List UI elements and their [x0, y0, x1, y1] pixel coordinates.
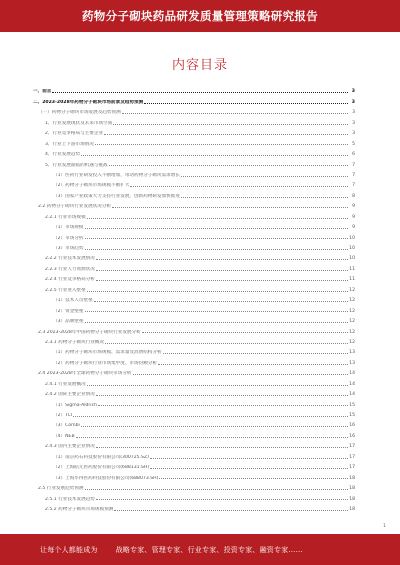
- toc-entry-page: 7: [352, 162, 355, 168]
- report-header: [0, 0, 400, 32]
- toc-entry-page: 12: [349, 339, 355, 345]
- toc-entry[interactable]: [33, 188, 355, 198]
- toc-leader-dots: [96, 280, 348, 281]
- toc-entry[interactable]: [33, 491, 355, 501]
- toc-entry-text: （1）市场规模: [53, 225, 84, 231]
- toc-entry-text: 2.4.1 行业发展概况: [45, 381, 86, 387]
- toc-leader-dots: [85, 311, 349, 312]
- toc-entry[interactable]: [33, 157, 355, 167]
- toc-entry-page: 7: [352, 183, 355, 189]
- toc-entry[interactable]: [33, 115, 355, 125]
- toc-leader-dots: [105, 343, 348, 344]
- toc-leader-dots: [122, 113, 348, 114]
- toc-leader-dots: [96, 270, 348, 271]
- toc-entry[interactable]: [33, 261, 355, 271]
- toc-entry-page: 12: [349, 329, 355, 335]
- toc-entry-page: 10: [349, 235, 355, 241]
- toc-entry-text: （3）Combi: [53, 423, 80, 429]
- toc-entry-text: （2）市场分析: [53, 235, 84, 241]
- toc-entry-text: 1、行业发展现状及未来市场空间: [45, 120, 113, 126]
- toc-leader-dots: [109, 165, 348, 166]
- toc-entry[interactable]: [33, 408, 355, 418]
- toc-entry-text: 2、行业竞争格局与主要企业: [45, 131, 104, 137]
- toc-entry[interactable]: [33, 397, 355, 407]
- toc-entry-text: 2.2.3 行业人力资源状况: [45, 266, 95, 272]
- toc-entry[interactable]: [33, 335, 355, 345]
- toc-entry-page: 5: [352, 141, 355, 147]
- toc-leader-dots: [95, 144, 348, 145]
- toc-entry-text: 4、行业发展趋势: [45, 152, 81, 158]
- toc-entry[interactable]: [33, 147, 355, 157]
- toc-entry-text: （3）国家产业政策大力支持行业发展，创新药物研发加快推进: [53, 193, 180, 199]
- toc-leader-dots: [96, 259, 348, 260]
- toc-entry[interactable]: [33, 470, 355, 480]
- toc-leader-dots: [163, 353, 348, 354]
- toc-leader-dots: [85, 228, 349, 229]
- toc-entry-page: 17: [349, 454, 355, 460]
- toc-entry[interactable]: [33, 481, 355, 491]
- toc-entry-text: （1）南京药石科技股份有限公司(300725.SZ): [53, 454, 149, 460]
- toc-leader-dots: [133, 374, 348, 375]
- toc-entry[interactable]: [33, 314, 355, 324]
- toc-entry-text: 2.5 行业发展趋势预测: [38, 486, 84, 492]
- toc-entry-text: （2）资金壁垒: [53, 308, 84, 314]
- toc-entry-page: 11: [349, 266, 355, 272]
- toc-leader-dots: [81, 426, 348, 427]
- toc-entry-text: （一）药物分子砌块市场发展及趋势预测: [38, 110, 121, 116]
- toc-leader-dots: [130, 186, 348, 187]
- toc-entry-page: 16: [349, 423, 355, 429]
- toc-entry-text: 2.4 2023-2028年全球药物分子砌块市场分析: [38, 371, 132, 377]
- toc-entry-page: 12: [349, 287, 355, 293]
- toc-entry-text: （3）市场趋势: [53, 246, 84, 251]
- toc-entry-page: 17: [349, 444, 355, 450]
- toc-entry[interactable]: [33, 220, 355, 230]
- toc-entry-text: 2.2.1 行业市场规模: [45, 214, 86, 220]
- toc-entry-text: （1）技术人员壁垒: [53, 298, 93, 304]
- toc-entry-text: 2.5.1 行业技术发展趋势: [45, 496, 95, 502]
- toc-entry[interactable]: [33, 178, 355, 188]
- toc-leader-dots: [85, 238, 349, 239]
- toc-entry[interactable]: [33, 387, 355, 397]
- toc-entry[interactable]: [33, 303, 355, 313]
- toc-entry-page: 9: [352, 214, 355, 220]
- toc-leader-dots: [98, 405, 348, 406]
- footer-slogan: 让每个人都能成为: [40, 545, 98, 554]
- toc-entry-text: （2）TCI: [53, 413, 73, 418]
- toc-leader-dots: [158, 364, 348, 365]
- toc-leader-dots: [87, 291, 348, 292]
- toc-leader-dots: [96, 447, 348, 448]
- toc-entry-text: 一、前言: [33, 89, 52, 95]
- toc-entry[interactable]: [33, 345, 355, 355]
- toc-entry-page: 12: [349, 298, 355, 304]
- toc-entry-page: 12: [349, 308, 355, 314]
- toc-leader-dots: [114, 510, 348, 511]
- toc-leader-dots: [142, 332, 348, 333]
- toc-entry-page: 12: [349, 319, 355, 325]
- toc-entry-page: 9: [352, 204, 355, 210]
- toc-entry-page: 16: [349, 433, 355, 439]
- toc-entry-text: （2）药物分子砌块行业市场集中度、市场份额分析: [53, 360, 157, 366]
- toc-leader-dots: [85, 489, 348, 490]
- toc-leader-dots: [87, 385, 348, 386]
- toc-entry-page: 7: [352, 172, 355, 178]
- toc-leader-dots: [81, 155, 348, 156]
- toc-entry[interactable]: [33, 199, 355, 209]
- toc-entry[interactable]: [33, 136, 355, 146]
- table-of-contents: [33, 84, 355, 512]
- toc-entry[interactable]: [33, 449, 355, 459]
- toc-entry-text: （1）Sigma-Aldrich: [53, 402, 98, 408]
- toc-leader-dots: [159, 478, 348, 479]
- toc-entry-page: 3: [351, 89, 355, 95]
- report-footer: [0, 534, 400, 565]
- toc-leader-dots: [181, 197, 348, 198]
- toc-entry[interactable]: [33, 94, 355, 104]
- toc-entry-text: 5、行业发展面临的机遇与挑战: [45, 162, 108, 168]
- page-number: 1: [383, 524, 386, 529]
- toc-entry-text: （2）上海皓元医药股份有限公司(688131.SH): [53, 465, 150, 471]
- toc-entry-text: 2.3 2023-2028年中国药物分子砌块行业发展分析: [38, 329, 141, 335]
- toc-entry-page: 18: [349, 486, 355, 492]
- toc-entry-text: 2.2.4 行业竞争格局分析: [45, 277, 95, 283]
- toc-entry-text: （3）品牌壁垒: [53, 319, 84, 325]
- toc-entry-page: 10: [349, 256, 355, 262]
- toc-entry[interactable]: [33, 355, 355, 365]
- toc-entry-page: 13: [349, 350, 355, 356]
- toc-leader-dots: [181, 176, 348, 177]
- toc-leader-dots: [76, 437, 348, 438]
- toc-entry-page: 18: [349, 475, 355, 481]
- toc-entry[interactable]: [33, 293, 355, 303]
- toc-entry[interactable]: [33, 376, 355, 386]
- toc-leader-dots: [150, 458, 348, 459]
- toc-entry-page: 6: [352, 152, 355, 158]
- toc-entry-text: （3）上海毕得医药科技股份有限公司(688073.SH): [53, 475, 159, 481]
- toc-entry-text: 2.2.2 行业技术发展情况: [45, 256, 95, 262]
- toc-entry-text: （2）药物分子砌块市场规模不断扩大: [53, 183, 130, 189]
- toc-leader-dots: [52, 92, 348, 93]
- toc-entry[interactable]: [33, 230, 355, 240]
- toc-leader-dots: [112, 207, 348, 208]
- report-title: 药物分子砌块药品研发质量管理策略研究报告: [82, 9, 318, 23]
- toc-entry-page: 14: [349, 392, 355, 398]
- toc-entry-text: 2.4.3 国内主要企业情况: [45, 444, 95, 450]
- toc-entry-text: 2.5.2 药物分子砌块市场规模预测: [45, 506, 114, 512]
- toc-entry[interactable]: [33, 324, 355, 334]
- toc-entry[interactable]: [33, 418, 355, 428]
- footer-roles: 战略专家、管理专家、行业专家、投资专家、融资专家……: [115, 545, 303, 554]
- toc-entry-page: 18: [349, 496, 355, 502]
- toc-entry[interactable]: [33, 428, 355, 438]
- toc-entry-text: 2.2 药物分子砌块行业发展状况分析: [38, 204, 112, 210]
- toc-entry-text: 二、2023-2028年药物分子砌块市场前景及趋势预测: [33, 99, 144, 105]
- toc-entry[interactable]: [33, 241, 355, 251]
- toc-entry[interactable]: [33, 105, 355, 115]
- toc-entry-page: 10: [349, 246, 355, 251]
- toc-entry[interactable]: [33, 460, 355, 470]
- toc-entry[interactable]: [33, 209, 355, 219]
- toc-entry-text: （1）药物分子砌块市场规模、需求量及消费结构分析: [53, 350, 162, 356]
- toc-entry-page: 14: [349, 371, 355, 377]
- toc-entry-page: 3: [352, 131, 355, 137]
- toc-entry-page: 17: [349, 465, 355, 471]
- toc-entry-page: 3: [352, 110, 355, 116]
- toc-entry-text: 2.4.2 国际主要企业情况: [45, 392, 95, 398]
- toc-entry-text: （4）NEB: [53, 433, 75, 439]
- toc-entry-text: 2.2.5 行业进入壁垒: [45, 287, 86, 293]
- toc-leader-dots: [113, 124, 348, 125]
- toc-leader-dots: [96, 395, 348, 396]
- toc-entry-page: 13: [349, 360, 355, 366]
- toc-leader-dots: [94, 301, 348, 302]
- toc-entry-text: 3、行业上下游市场情况: [45, 141, 94, 147]
- toc-entry[interactable]: [33, 439, 355, 449]
- toc-entry-page: 18: [349, 506, 355, 512]
- toc-entry-text: （1）医药行业研发投入不断增加，带动药物分子砌块需求增长: [53, 172, 180, 178]
- toc-leader-dots: [144, 103, 348, 104]
- toc-entry-page: 15: [349, 402, 355, 408]
- toc-leader-dots: [73, 416, 348, 417]
- toc-entry[interactable]: [33, 84, 355, 94]
- toc-entry-page: 15: [349, 413, 355, 418]
- toc-entry[interactable]: [33, 251, 355, 261]
- toc-entry[interactable]: [33, 168, 355, 178]
- toc-heading: 内容目录: [171, 58, 228, 73]
- toc-entry-text: 2.3.1 药物分子砌块行业概况: [45, 339, 105, 345]
- toc-entry[interactable]: [33, 366, 355, 376]
- toc-entry-page: 3: [351, 99, 355, 105]
- toc-entry[interactable]: [33, 272, 355, 282]
- toc-leader-dots: [104, 134, 348, 135]
- toc-entry[interactable]: [33, 126, 355, 136]
- toc-entry-page: 14: [349, 381, 355, 387]
- toc-leader-dots: [87, 218, 348, 219]
- toc-entry[interactable]: [33, 502, 355, 512]
- toc-entry[interactable]: [33, 282, 355, 292]
- toc-leader-dots: [85, 322, 349, 323]
- toc-entry-page: 8: [352, 193, 355, 199]
- toc-leader-dots: [150, 468, 348, 469]
- toc-entry-page: 11: [349, 277, 355, 283]
- toc-entry-page: 3: [352, 120, 355, 126]
- toc-leader-dots: [96, 499, 348, 500]
- toc-leader-dots: [85, 249, 349, 250]
- toc-entry-page: 9: [352, 225, 355, 231]
